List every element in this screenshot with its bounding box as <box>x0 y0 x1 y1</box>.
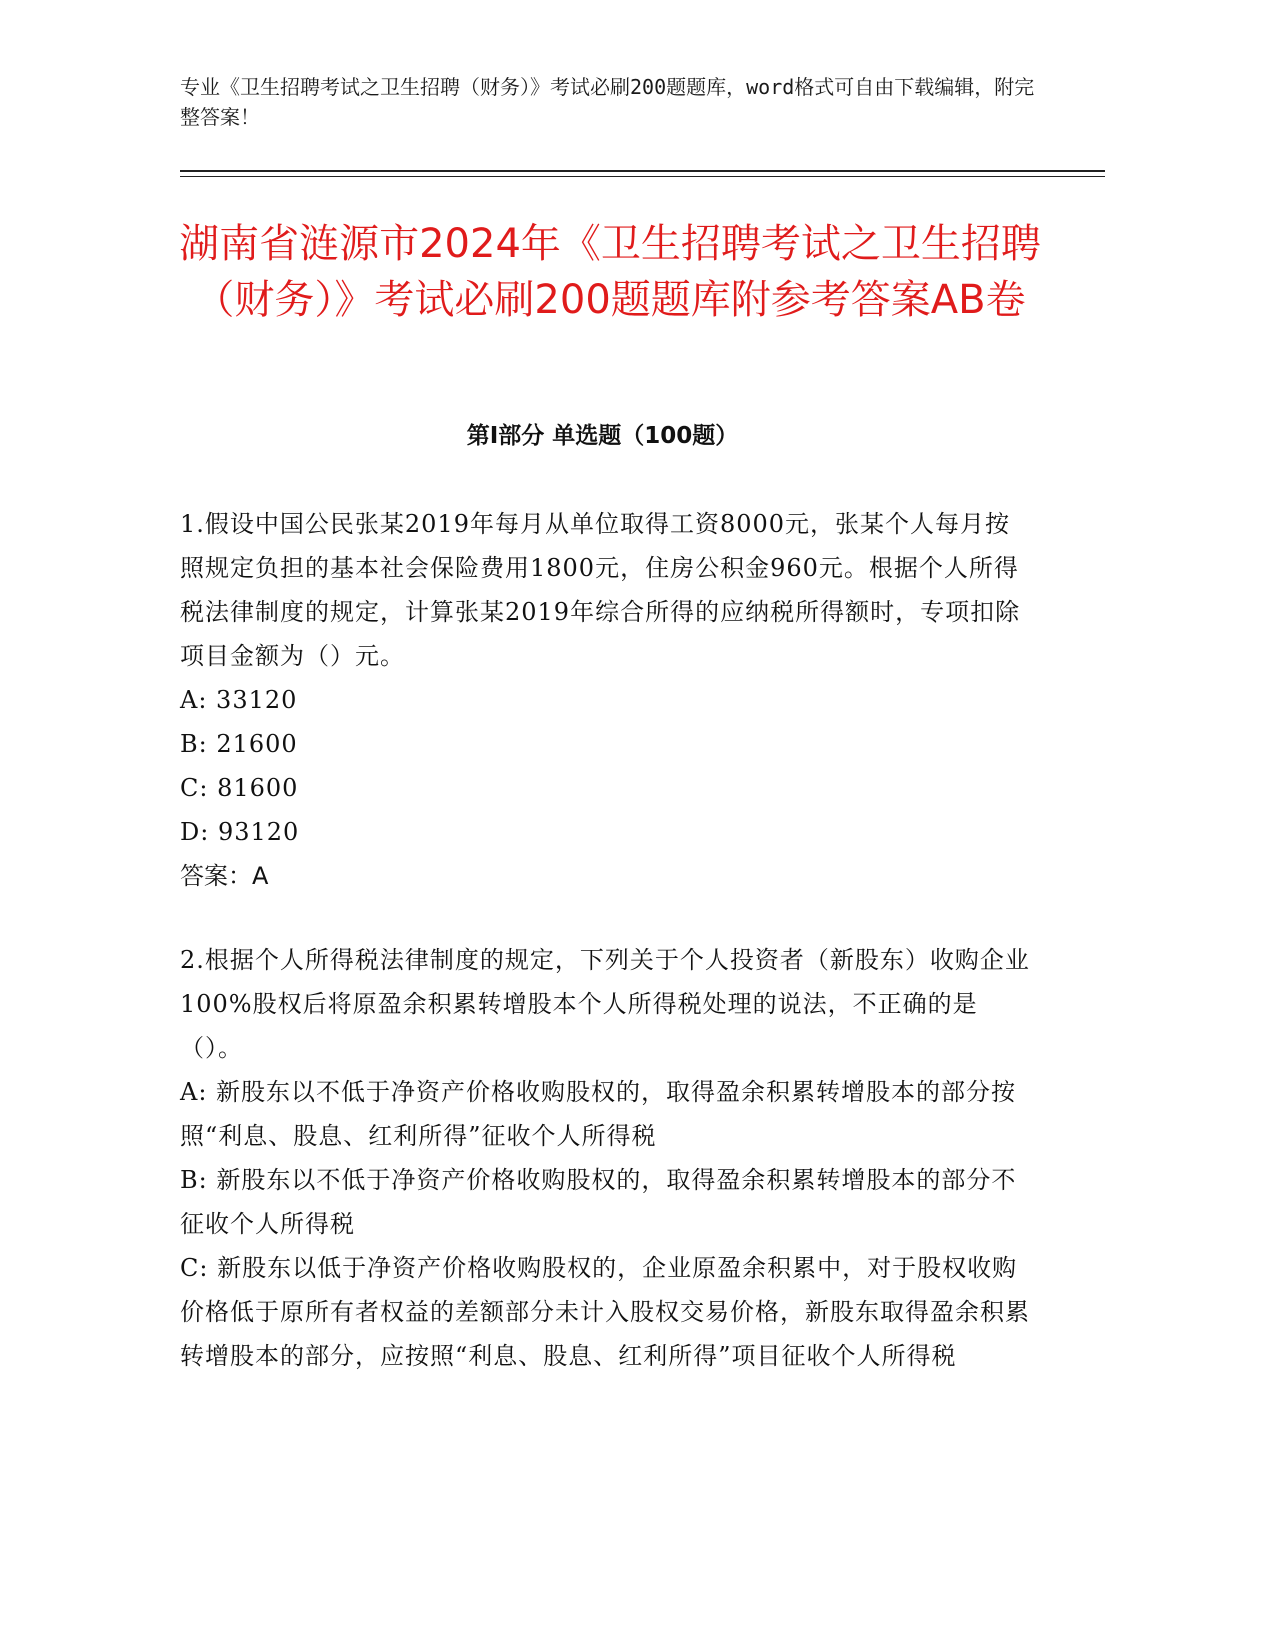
question-list <box>180 502 1030 1418</box>
question-stem: 2.根据个人所得税法律制度的规定，下列关于个人投资者（新股东）收购企业100%股权后将原盈余积累转增股本个人所得税处理的说法，不正确的是（）。 <box>180 946 1030 1062</box>
option-b: B: 新股东以不低于净资产价格收购股权的，取得盈余积累转增股本的部分不征收个人所得税 <box>180 1166 1017 1238</box>
option-a: A: 33120 <box>180 686 298 714</box>
question-stem: 1.假设中国公民张某2019年每月从单位取得工资8000元，张某个人每月按照规定负担的基本社会保险费用1800元，住房公积金960元。根据个人所得税法律制度的规定，计算张某2019年综合所得的应纳税所得额时，专项扣除项目金额为（）元。 <box>180 510 1021 670</box>
document-title: 湖南省涟源市2024年《卫生招聘考试之卫生招聘（财务）》考试必刷200题题库附参考答案AB卷 <box>179 221 1041 323</box>
option-a: A: 新股东以不低于净资产价格收购股权的，取得盈余积累转增股本的部分按照“利息、股息、红利所得”征收个人所得税 <box>180 1078 1017 1150</box>
header-divider-thin <box>180 176 1105 177</box>
option-d: D: 93120 <box>180 818 300 846</box>
section-heading: 第Ⅰ部分 单选题（100题） <box>466 423 739 449</box>
option-c: C: 81600 <box>180 774 299 802</box>
answer-line: 答案：A <box>180 862 269 890</box>
header-note: 专业《卫生招聘考试之卫生招聘（财务）》考试必刷200题题库，word格式可自由下载编辑，附完整答案！ <box>180 75 1035 129</box>
question-2 <box>180 938 1030 1378</box>
header-divider-thick <box>180 170 1105 172</box>
option-c: C: 新股东以低于净资产价格收购股权的，企业原盈余积累中，对于股权收购价格低于原所有者权益的差额部分未计入股权交易价格，新股东取得盈余积累转增股本的部分，应按照“利息、股息、红利所得”项目征收个人所得税 <box>180 1254 1030 1370</box>
option-b: B: 21600 <box>180 730 298 758</box>
question-1 <box>180 502 1030 898</box>
